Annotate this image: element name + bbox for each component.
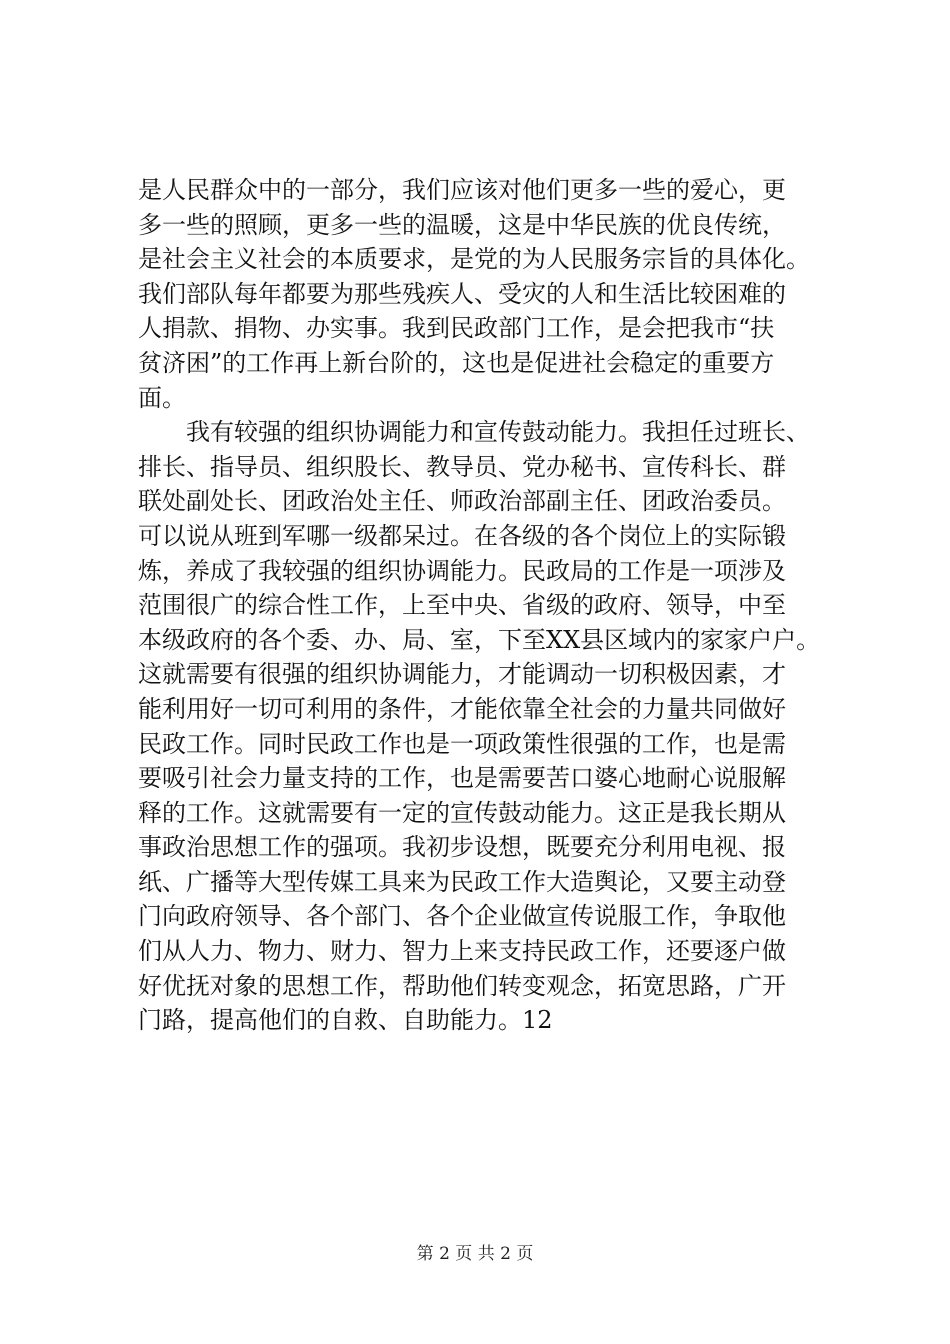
text-line: 面。 [138,383,186,412]
text-line: 贫济困”的工作再上新台阶的，这也是促进社会稳定的重要方 [138,348,775,377]
text-line: 人捐款、捐物、办实事。我到民政部门工作，是会把我市“扶 [138,314,775,343]
text-line: 好优抚对象的思想工作，帮助他们转变观念，拓宽思路，广开 [138,971,786,1000]
text-line: 本级政府的各个委、办、局、室，下至XX县区域内的家家户户。 [138,625,821,654]
page-number-footer: 第 2 页 共 2 页 [416,1244,534,1264]
text-line: 排长、指导员、组织股长、教导员、党办秘书、宣传科长、群 [138,452,786,481]
text-line: 多一些的照顾，更多一些的温暖，这是中华民族的优良传统， [138,210,786,239]
text-line: 我有较强的组织协调能力和宣传鼓动能力。我担任过班长、 [138,418,810,447]
body-text [138,173,838,1038]
text-line: 能利用好一切可利用的条件，才能依靠全社会的力量共同做好 [138,694,786,723]
text-line: 我们部队每年都要为那些残疾人、受灾的人和生活比较困难的 [138,279,786,308]
text-line: 要吸引社会力量支持的工作，也是需要苦口婆心地耐心说服解 [138,764,786,793]
text-line: 门路，提高他们的自救、自助能力。12 [138,1006,553,1035]
text-line: 门向政府领导、各个部门、各个企业做宣传说服工作，争取他 [138,902,786,931]
text-line: 纸、广播等大型传媒工具来为民政工作大造舆论，又要主动登 [138,867,786,896]
text-line: 联处副处长、团政治处主任、师政治部副主任、团政治委员。 [138,487,786,516]
text-line: 这就需要有很强的组织协调能力，才能调动一切积极因素，才 [138,660,786,689]
text-line: 是人民群众中的一部分，我们应该对他们更多一些的爱心，更 [138,176,786,204]
text-line: 事政治思想工作的强项。我初步设想，既要充分利用电视、报 [138,833,786,862]
text-line: 们从人力、物力、财力、智力上来支持民政工作，还要逐户做 [138,937,786,966]
text-line: 民政工作。同时民政工作也是一项政策性很强的工作，也是需 [138,729,786,758]
text-line: 可以说从班到军哪一级都呆过。在各级的各个岗位上的实际锻 [138,521,786,550]
text-line: 炼，养成了我较强的组织协调能力。民政局的工作是一项涉及 [138,556,786,585]
text-line: 释的工作。这就需要有一定的宣传鼓动能力。这正是我长期从 [138,798,786,827]
text-line: 范围很广的综合性工作，上至中央、省级的政府、领导，中至 [138,591,786,620]
text-line: 是社会主义社会的本质要求，是党的为人民服务宗旨的具体化。 [138,245,810,274]
